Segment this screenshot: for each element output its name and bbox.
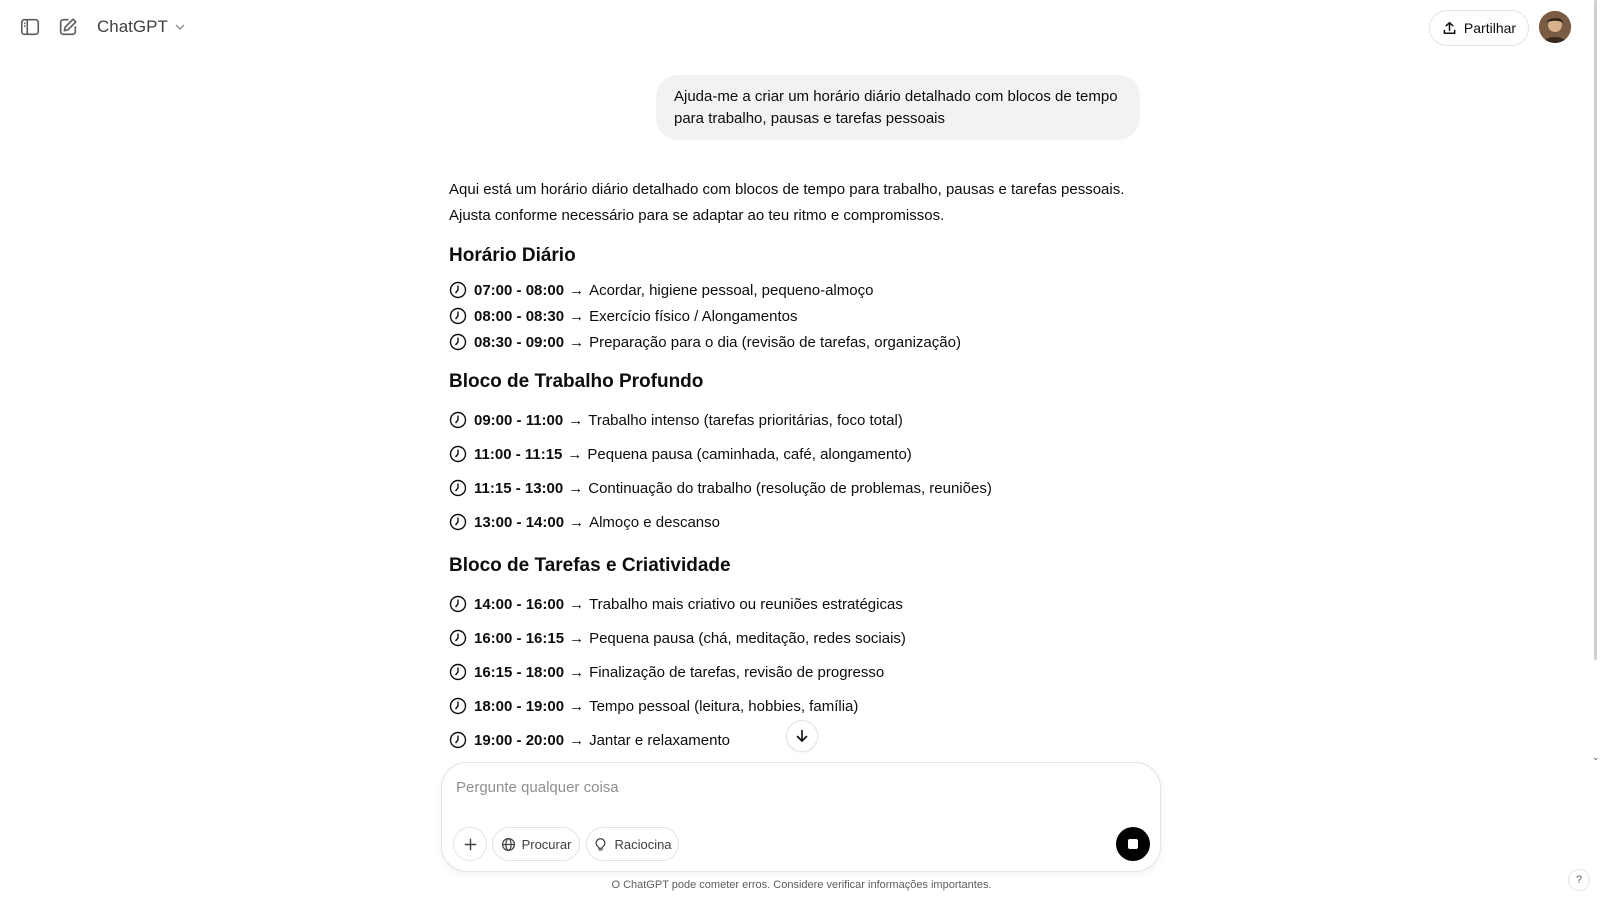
arrow-separator: → (568, 479, 584, 497)
clock-icon (449, 513, 467, 531)
schedule-time: 08:00 - 08:30 (474, 307, 565, 325)
schedule-time: 13:00 - 14:00 (474, 513, 565, 531)
clock-icon (449, 697, 467, 715)
schedule-item (449, 655, 1149, 689)
search-label: Procurar (521, 836, 572, 852)
arrow-separator: → (569, 731, 585, 749)
schedule-time: 16:15 - 18:00 (474, 663, 565, 681)
clock-icon (449, 333, 467, 351)
clock-icon (449, 595, 467, 613)
schedule-activity: Finalização de tarefas, revisão de progresso (589, 663, 885, 681)
schedule-list (449, 277, 1149, 355)
schedule-activity: Almoço e descanso (589, 513, 720, 531)
scrollbar[interactable] (1592, 0, 1600, 760)
clock-icon (449, 281, 467, 299)
clock-icon (449, 731, 467, 749)
user-avatar[interactable] (1539, 11, 1571, 43)
schedule-item (449, 505, 1149, 539)
schedule-activity: Pequena pausa (caminhada, café, alongamento) (587, 445, 912, 463)
scroll-thumb[interactable] (1594, 0, 1597, 660)
schedule-item (449, 587, 1149, 621)
reason-label: Raciocina (614, 836, 672, 852)
clock-icon (449, 411, 467, 429)
arrow-separator: → (569, 595, 585, 613)
schedule-item (449, 437, 1149, 471)
plus-icon (463, 837, 478, 852)
model-name: ChatGPT (97, 17, 168, 36)
stop-generating-button[interactable] (1116, 827, 1150, 861)
schedule-activity: Jantar e relaxamento (589, 731, 730, 749)
disclaimer (0, 879, 1600, 891)
new-chat-icon[interactable] (55, 14, 81, 40)
scroll-to-bottom-button[interactable] (786, 720, 818, 752)
user-message: Ajuda-me a criar um horário diário detalhado com blocos de tempo para trabalho, pausas e tarefas pessoais (656, 75, 1140, 140)
schedule-item (449, 621, 1149, 655)
scroll-down-arrow-icon[interactable]: ⌄ (1592, 752, 1600, 762)
schedule-item (449, 277, 1149, 303)
schedule-activity: Continuação do trabalho (resolução de problemas, reuniões) (588, 479, 992, 497)
schedule-item (449, 403, 1149, 437)
schedule-item (449, 471, 1149, 505)
schedule-time: 11:15 - 13:00 (474, 479, 564, 497)
schedule-activity: Trabalho intenso (tarefas prioritárias, foco total) (588, 411, 903, 429)
share-icon (1442, 21, 1457, 36)
share-label: Partilhar (1463, 20, 1517, 36)
clock-icon (449, 663, 467, 681)
schedule-activity: Pequena pausa (chá, meditação, redes sociais) (589, 629, 906, 647)
schedule-time: 09:00 - 11:00 (474, 411, 564, 429)
schedule-activity: Exercício físico / Alongamentos (589, 307, 798, 325)
schedule-time: 11:00 - 11:15 (474, 445, 563, 463)
clock-icon (449, 629, 467, 647)
schedule-activity: Tempo pessoal (leitura, hobbies, família) (589, 697, 859, 715)
schedule-activity: Acordar, higiene pessoal, pequeno-almoço (589, 281, 874, 299)
schedule-item (449, 303, 1149, 329)
chevron-down-icon (174, 21, 186, 33)
sidebar-toggle-icon[interactable] (17, 14, 43, 40)
composer (441, 762, 1161, 872)
arrow-separator: → (569, 629, 585, 647)
schedule-time: 19:00 - 20:00 (474, 731, 565, 749)
arrow-separator: → (569, 281, 585, 299)
assistant-message (449, 177, 1149, 757)
schedule-item (449, 689, 1149, 723)
stop-icon (1128, 839, 1138, 849)
help-button[interactable]: ? (1568, 869, 1590, 891)
share-button[interactable] (1429, 10, 1529, 46)
assistant-intro-line-1: Aqui está um horário diário detalhado com blocos de tempo para trabalho, pausas e tarefas pessoais. (449, 181, 1125, 198)
arrow-separator: → (569, 307, 585, 325)
model-selector[interactable] (97, 14, 186, 40)
arrow-separator: → (569, 333, 585, 351)
attach-button[interactable] (453, 827, 487, 861)
arrow-separator: → (568, 411, 584, 429)
globe-icon (501, 837, 516, 852)
clock-icon (449, 307, 467, 325)
schedule-activity: Preparação para o dia (revisão de tarefas, organização) (589, 333, 961, 351)
reason-button[interactable] (586, 827, 679, 861)
lightbulb-icon (593, 837, 608, 852)
arrow-separator: → (569, 697, 585, 715)
schedule-time: 14:00 - 16:00 (474, 595, 565, 613)
section-title: Horário Diário (449, 245, 576, 266)
schedule-time: 18:00 - 19:00 (474, 697, 565, 715)
schedule-time: 08:30 - 09:00 (474, 333, 565, 351)
clock-icon (449, 445, 467, 463)
arrow-separator: → (569, 513, 585, 531)
prompt-input[interactable] (456, 773, 1096, 801)
schedule-activity: Trabalho mais criativo ou reuniões estratégicas (589, 595, 903, 613)
schedule-time: 16:00 - 16:15 (474, 629, 565, 647)
schedule-list (449, 403, 1149, 539)
assistant-intro-line-2: Ajusta conforme necessário para se adaptar ao teu ritmo e compromissos. (449, 207, 945, 224)
arrow-down-icon (794, 728, 810, 744)
section-title: Bloco de Trabalho Profundo (449, 371, 704, 392)
disclaimer-text: O ChatGPT pode cometer erros. Considere verificar informações importantes. (611, 879, 992, 891)
clock-icon (449, 479, 467, 497)
arrow-separator: → (567, 445, 583, 463)
schedule-time: 07:00 - 08:00 (474, 281, 565, 299)
top-bar (0, 0, 1600, 54)
arrow-separator: → (569, 663, 585, 681)
schedule-item (449, 329, 1149, 355)
section-title: Bloco de Tarefas e Criatividade (449, 555, 731, 576)
search-button[interactable] (492, 827, 580, 861)
